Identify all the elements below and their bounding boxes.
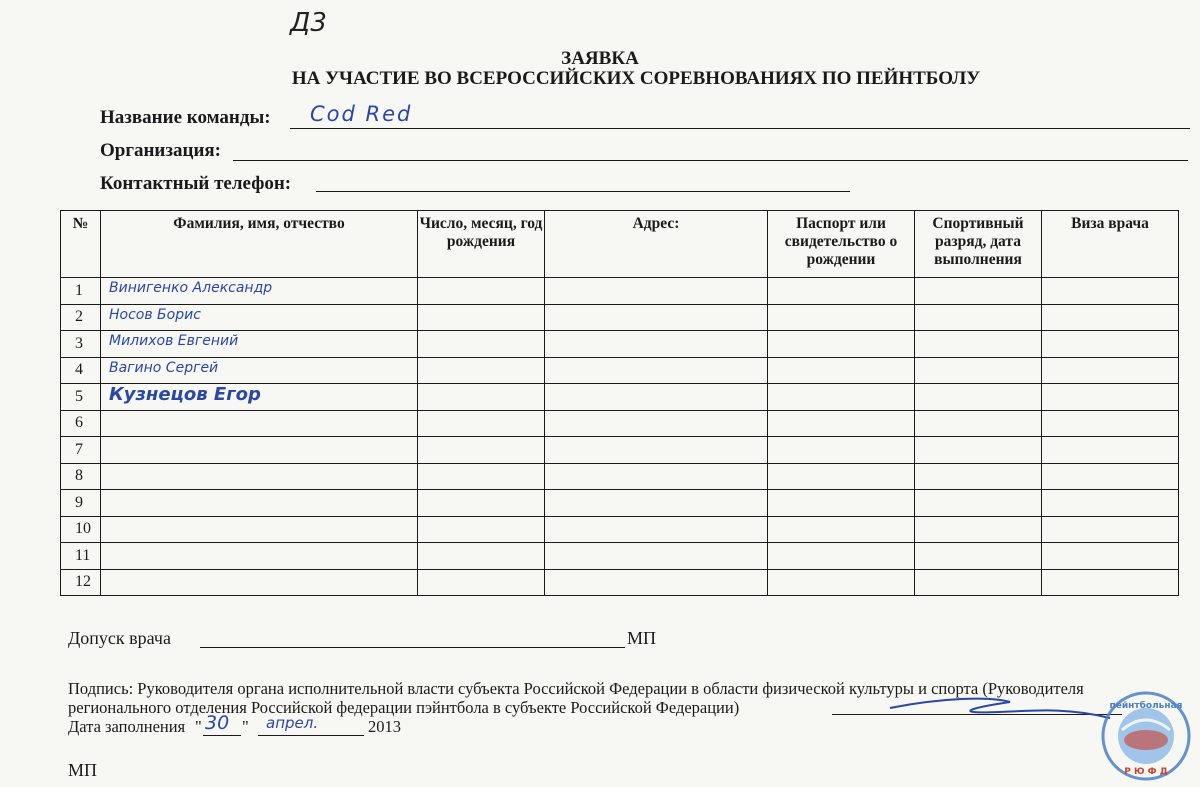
row-address-cell: [545, 463, 768, 490]
row-rank-cell: [915, 410, 1042, 437]
header-number: №: [61, 211, 101, 278]
row-passport-cell: [768, 331, 915, 358]
row-address-cell: [545, 331, 768, 358]
date-day-line: [203, 735, 241, 736]
row-rank-cell: [915, 384, 1042, 411]
form-title: ЗАЯВКА: [561, 48, 639, 69]
row-number: 7: [61, 437, 101, 464]
table-row: [61, 490, 1179, 517]
phone-label: Контактный телефон:: [100, 173, 292, 194]
row-passport-cell: [768, 278, 915, 305]
row-rank-cell: [915, 490, 1042, 517]
row-address-cell: [545, 384, 768, 411]
row-address-cell: [545, 357, 768, 384]
row-birth-cell: [418, 304, 545, 331]
row-name-cell: [101, 490, 418, 517]
row-number: 1: [61, 278, 101, 305]
row-number: 10: [61, 516, 101, 543]
mp-label-1: МП: [627, 628, 657, 648]
row-visa-cell: [1042, 357, 1179, 384]
row-number: 4: [61, 357, 101, 384]
row-passport-cell: [768, 463, 915, 490]
row-passport-cell: [768, 543, 915, 570]
row-rank-cell: [915, 357, 1042, 384]
seal-text-top: пейнтбольная: [1109, 701, 1183, 711]
row-birth-cell: [418, 384, 545, 411]
row-name-cell: [101, 357, 418, 384]
row-visa-cell: [1042, 278, 1179, 305]
row-birth-cell: [418, 278, 545, 305]
date-day-value: 30: [205, 712, 230, 734]
header-birth-date: Число, месяц, год рождения: [418, 211, 545, 278]
row-visa-cell: [1042, 331, 1179, 358]
row-number: 11: [61, 543, 101, 570]
row-name-cell: [101, 384, 418, 411]
row-name-handwritten: Милихов Евгений: [109, 333, 239, 349]
row-rank-cell: [915, 304, 1042, 331]
organization-line: [233, 160, 1188, 161]
date-month-line: [258, 735, 364, 736]
row-address-cell: [545, 543, 768, 570]
row-number: 8: [61, 463, 101, 490]
participants-table: [60, 210, 1179, 596]
row-visa-cell: [1042, 410, 1179, 437]
row-address-cell: [545, 410, 768, 437]
row-birth-cell: [418, 331, 545, 358]
row-address-cell: [545, 516, 768, 543]
row-name-cell: [101, 543, 418, 570]
date-month-value: апрел.: [266, 714, 319, 732]
row-name-cell: [101, 278, 418, 305]
corner-mark: Д3: [290, 8, 327, 38]
row-visa-cell: [1042, 569, 1179, 596]
organization-label: Организация:: [100, 140, 222, 161]
table-row: [61, 437, 1179, 464]
row-rank-cell: [915, 463, 1042, 490]
row-birth-cell: [418, 569, 545, 596]
row-address-cell: [545, 278, 768, 305]
table-row: [61, 331, 1179, 358]
table-row: [61, 543, 1179, 570]
row-address-cell: [545, 490, 768, 517]
date-quote-close: ": [242, 717, 249, 736]
row-address-cell: [545, 437, 768, 464]
date-year: 2013: [368, 717, 401, 736]
row-number: 2: [61, 304, 101, 331]
header-doctor-visa: Виза врача: [1042, 211, 1179, 278]
row-passport-cell: [768, 357, 915, 384]
row-birth-cell: [418, 543, 545, 570]
seal-text-bottom: Р Ю Ф Д: [1124, 767, 1168, 777]
header-sport-rank: Спортивный разряд, дата выполнения: [915, 211, 1042, 278]
row-birth-cell: [418, 437, 545, 464]
row-rank-cell: [915, 331, 1042, 358]
row-name-cell: [101, 331, 418, 358]
row-name-handwritten: Кузнецов Егор: [109, 384, 261, 405]
row-rank-cell: [915, 569, 1042, 596]
row-visa-cell: [1042, 437, 1179, 464]
table-header-row: [61, 211, 1179, 278]
row-passport-cell: [768, 384, 915, 411]
row-passport-cell: [768, 516, 915, 543]
header-full-name: Фамилия, имя, отчество: [101, 211, 418, 278]
row-number: 6: [61, 410, 101, 437]
row-name-cell: [101, 437, 418, 464]
row-name-handwritten: Винигенко Александр: [109, 280, 273, 296]
row-visa-cell: [1042, 463, 1179, 490]
header-address: Адрес:: [545, 211, 768, 278]
row-number: 12: [61, 569, 101, 596]
signature-text-line1: Подпись: Руководителя органа исполнительной власти субъекта Российской Федерации в области физической культуры и спорта (Руководителя: [68, 679, 1084, 698]
table-row: [61, 516, 1179, 543]
doctor-admission-line: [200, 647, 625, 648]
row-visa-cell: [1042, 543, 1179, 570]
table-row: [61, 569, 1179, 596]
row-passport-cell: [768, 490, 915, 517]
team-name-line: [290, 128, 1190, 129]
table-row: [61, 357, 1179, 384]
row-rank-cell: [915, 278, 1042, 305]
row-visa-cell: [1042, 384, 1179, 411]
row-number: 9: [61, 490, 101, 517]
row-name-cell: [101, 569, 418, 596]
row-rank-cell: [915, 516, 1042, 543]
row-birth-cell: [418, 463, 545, 490]
row-passport-cell: [768, 410, 915, 437]
table-row: [61, 410, 1179, 437]
row-name-cell: [101, 516, 418, 543]
row-address-cell: [545, 569, 768, 596]
row-visa-cell: [1042, 304, 1179, 331]
table-row: [61, 384, 1179, 411]
row-birth-cell: [418, 410, 545, 437]
row-passport-cell: [768, 437, 915, 464]
date-label: Дата заполнения: [68, 717, 186, 736]
signature-text-line2: регионального отделения Российской федерации пэйнтбола в субъекте Российской Федерации): [68, 698, 740, 717]
mp-label-2: МП: [68, 760, 98, 780]
row-name-handwritten: Носов Борис: [109, 306, 201, 323]
header-passport: Паспорт или свидетельство о рождении: [768, 211, 915, 278]
row-name-cell: [101, 304, 418, 331]
table-row: [61, 278, 1179, 305]
seal-graphic: [1100, 690, 1192, 782]
row-passport-cell: [768, 304, 915, 331]
round-seal: [1100, 690, 1192, 787]
row-name-cell: [101, 410, 418, 437]
form-subtitle: НА УЧАСТИЕ ВО ВСЕРОССИЙСКИХ СОРЕВНОВАНИЯХ ПО ПЕЙНТБОЛУ: [291, 68, 981, 89]
row-name-cell: [101, 463, 418, 490]
team-name-value: Cod Red: [310, 102, 413, 126]
row-number: 3: [61, 331, 101, 358]
row-birth-cell: [418, 516, 545, 543]
row-rank-cell: [915, 437, 1042, 464]
row-visa-cell: [1042, 490, 1179, 517]
row-address-cell: [545, 304, 768, 331]
phone-line: [316, 191, 850, 192]
row-name-handwritten: Вагино Сергей: [109, 359, 219, 376]
signature-scribble: [880, 688, 1120, 728]
row-birth-cell: [418, 357, 545, 384]
row-number: 5: [61, 384, 101, 411]
row-visa-cell: [1042, 516, 1179, 543]
table-row: [61, 463, 1179, 490]
row-rank-cell: [915, 543, 1042, 570]
row-birth-cell: [418, 490, 545, 517]
doctor-admission-label: Допуск врача: [68, 628, 171, 648]
table-row: [61, 304, 1179, 331]
team-name-label: Название команды:: [100, 107, 271, 128]
date-quote-open: ": [195, 717, 202, 736]
row-passport-cell: [768, 569, 915, 596]
